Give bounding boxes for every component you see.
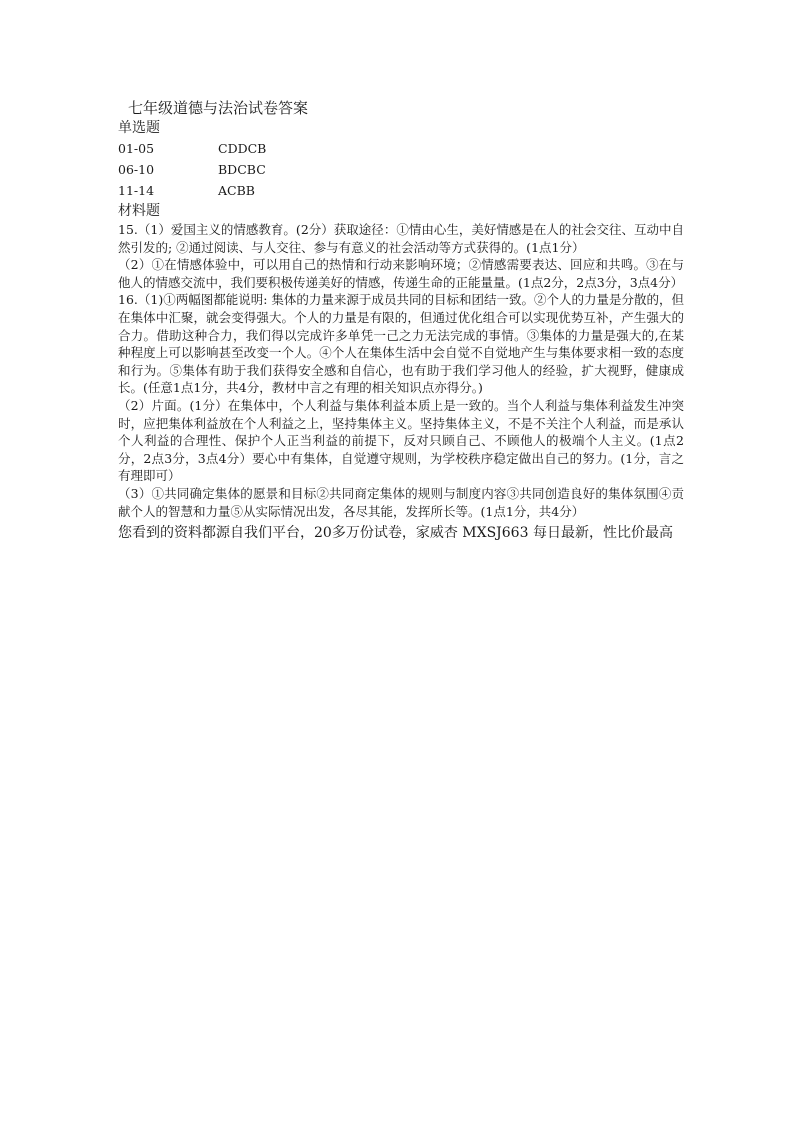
- material-heading: 材料题: [118, 203, 160, 219]
- answer-row: [118, 159, 684, 180]
- answer-range: 11-14: [118, 183, 155, 198]
- answer-sheet: [118, 98, 684, 544]
- answer-range: 06-10: [118, 162, 155, 177]
- document-title: 七年级道德与法治试卷答案: [128, 99, 309, 117]
- answer-paragraph-16-1: 16.（1)①两幅图都能说明: 集体的力量来源于成员共同的目标和团结一致。②个人的力量是分散的，但在集体中汇聚，就会变得强大。个人的力量是有限的，但通过优化组合可以实现优势互补，产生强大的合力。借助这种合力，我们得以完成许多单凭一己之力无法完成的事情。③集体的力量是强大的,在某种程度上可以影响甚至改变一个人。④个人在集体生活中会自觉不自觉地产生与集体要求相一致的态度和行为。⑤集体有助于我们获得安全感和自信心，也有助于我们学习他人的经验，扩大视野，健康成长。(任意1点1分，共4分，教材中言之有理的相关知识点亦得分。): [118, 292, 684, 396]
- answer-key: BDCBC: [218, 162, 266, 177]
- promo-text: 您看到的资料都源自我们平台，20多万份试卷，家威杏 MXSJ663 每日最新，性比价最高: [118, 525, 673, 542]
- answer-key: CDDCB: [218, 141, 267, 156]
- answer-row: [118, 138, 684, 159]
- answer-key: ACBB: [218, 183, 255, 198]
- answer-paragraph-16-3: （3）①共同确定集体的愿景和目标②共同商定集体的规则与制度内容③共同创造良好的集体氛围④贡献个人的智慧和力量⑤从实际情况出发，各尽其能，发挥所长等。(1点1分，共4分）: [118, 485, 684, 519]
- answer-paragraph-16-2: （2）片面。(1分）在集体中，个人利益与集体利益本质上是一致的。当个人利益与集体利益发生冲突时，应把集体利益放在个人利益之上，坚持集体主义。坚持集体主义，不是不关注个人利益，而是承认个人利益的合理性、保护个人正当利益的前提下，反对只顾自己、不顾他人的极端个人主义。(1点2分，2点3分，3点4分）要心中有集体，自觉遵守规则，为学校秩序稳定做出自己的努力。(1分，言之有理即可）: [118, 397, 684, 484]
- answer-paragraph-15-1: 15.（1）爱国主义的情感教育。(2分）获取途径：①情由心生，美好情感是在人的社会交往、互动中自然引发的; ②通过阅读、与人交往、参与有意义的社会活动等方式获得的。(1点1分）: [118, 222, 684, 255]
- answer-paragraph-15-2: （2）①在情感体验中，可以用自己的热情和行动来影响环境；②情感需要表达、回应和共鸣。③在与他人的情感交流中，我们要积极传递美好的情感，传递生命的正能量量。(1点2分，2点3分，3点4分）: [118, 257, 684, 290]
- answer-range: 01-05: [118, 141, 155, 156]
- answer-row: [118, 180, 684, 201]
- single-choice-heading: 单选题: [118, 120, 160, 136]
